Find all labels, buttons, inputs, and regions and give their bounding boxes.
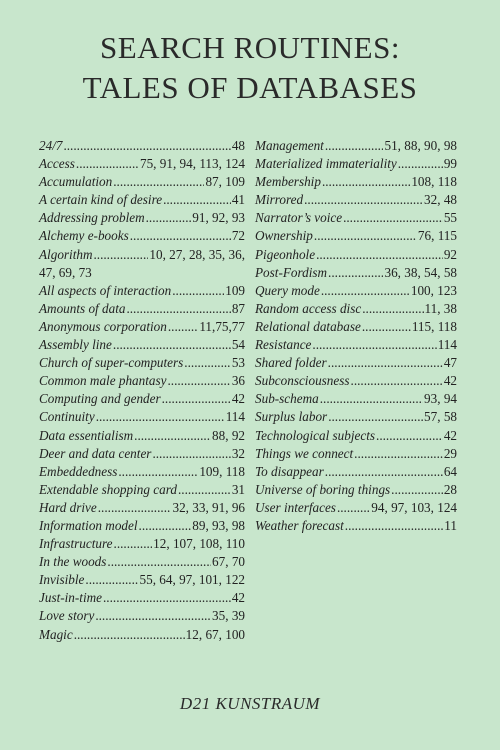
index-entry	[39, 246, 245, 282]
index-entry	[255, 463, 457, 481]
index-pages: 57, 58	[424, 409, 457, 425]
leader-dots	[95, 607, 211, 625]
index-term: Embeddedness	[39, 463, 118, 479]
index-entry	[39, 481, 245, 499]
index-entry	[255, 427, 457, 445]
index-entry	[39, 589, 245, 607]
index-pages: 109, 118	[199, 463, 245, 479]
index-term: Technological subjects	[255, 427, 376, 443]
index-term: Shared folder	[255, 355, 327, 371]
index-pages: 10, 27, 28, 35, 36,	[149, 246, 245, 262]
index-entry	[255, 155, 457, 173]
index-entry	[255, 481, 457, 499]
index-pages: 114	[437, 337, 457, 353]
leader-dots	[328, 408, 423, 426]
index-entry	[39, 282, 245, 300]
index-entry	[39, 390, 245, 408]
index-entry	[39, 535, 245, 553]
index-term: Infrastructure	[39, 536, 113, 552]
index-term: Universe of boring things	[255, 481, 391, 497]
leader-dots	[343, 209, 443, 227]
index-pages: 94, 97, 103, 124	[371, 499, 457, 515]
index-term: Extendable shopping card	[39, 481, 177, 497]
index-term: Magic	[39, 626, 73, 642]
leader-dots	[130, 227, 231, 245]
leader-dots	[314, 227, 417, 245]
index-pages: 89, 93, 98	[192, 517, 245, 533]
index-entry	[39, 318, 245, 336]
index-entry	[39, 191, 245, 209]
index-entry	[255, 264, 457, 282]
leader-dots	[320, 390, 423, 408]
index-term: Mirrored	[255, 192, 304, 208]
leader-dots	[321, 282, 410, 300]
index-entry	[39, 300, 245, 318]
index-pages: 11, 38	[424, 300, 457, 316]
index-term: Assembly line	[39, 337, 112, 353]
leader-dots	[76, 155, 139, 173]
index-pages: 64	[443, 463, 457, 479]
index-pages: 47	[443, 355, 457, 371]
index-term: Weather forecast	[255, 517, 344, 533]
index-entry	[39, 445, 245, 463]
leader-dots	[328, 354, 443, 372]
index-term: Resistance	[255, 337, 312, 353]
index-pages: 53	[231, 355, 245, 371]
index-pages: 42	[231, 391, 245, 407]
index-pages: 11,75,77	[199, 318, 245, 334]
leader-dots	[146, 209, 192, 227]
index-pages: 87	[231, 300, 245, 316]
index-term: Deer and data center	[39, 445, 152, 461]
index-pages: 109	[225, 282, 245, 298]
leader-dots	[152, 445, 230, 463]
index-pages: 28	[443, 481, 457, 497]
index-entry	[255, 137, 457, 155]
index-pages: 54	[231, 337, 245, 353]
leader-dots	[304, 191, 423, 209]
index-term: Just-in-time	[39, 590, 102, 606]
index-entry	[39, 463, 245, 481]
index-pages: 88, 92	[212, 427, 245, 443]
leader-dots	[139, 517, 192, 535]
leader-dots	[328, 264, 383, 282]
index-pages: 41	[231, 192, 245, 208]
index-term: Materialized immateriality	[255, 156, 397, 172]
leader-dots	[126, 300, 230, 318]
index-term: Addressing problem	[39, 210, 145, 226]
index-term: Common male phantasy	[39, 373, 167, 389]
index-entry	[39, 499, 245, 517]
index-pages-continued: 47, 69, 73	[39, 264, 92, 280]
leader-dots	[172, 282, 224, 300]
leader-dots	[337, 499, 370, 517]
index-term: Membership	[255, 174, 321, 190]
index-term: Subconsciousness	[255, 373, 350, 389]
index-term: User interfaces	[255, 499, 336, 515]
leader-dots	[354, 445, 443, 463]
index-pages: 55	[443, 210, 457, 226]
index-entry	[255, 517, 457, 535]
index-entry	[39, 607, 245, 625]
index-entry	[39, 553, 245, 571]
index-pages: 48	[231, 138, 245, 153]
index-term: Continuity	[39, 409, 95, 425]
leader-dots	[134, 427, 211, 445]
index-pages: 32, 33, 91, 96	[172, 499, 245, 515]
index-term: Things we connect	[255, 445, 354, 461]
index-term: Anonymous corporation	[39, 318, 167, 334]
index-pages: 99	[443, 156, 457, 172]
leader-dots	[85, 571, 138, 589]
index-pages: 108, 118	[411, 174, 457, 190]
index-pages: 100, 123	[410, 282, 457, 298]
index-term: Invisible	[39, 572, 85, 588]
index-term: Narrator’s voice	[255, 210, 343, 226]
index-pages: 11	[444, 517, 457, 533]
index-pages: 31	[231, 481, 245, 497]
index-entry	[39, 571, 245, 589]
title-line-1: SEARCH ROUTINES:	[100, 30, 400, 65]
index-term: Random access disc	[255, 300, 362, 316]
leader-dots	[168, 318, 198, 336]
title-line-2: TALES OF DATABASES	[82, 70, 418, 105]
leader-dots	[322, 173, 410, 191]
index-pages: 67, 70	[212, 554, 245, 570]
index-pages: 87, 109	[205, 174, 245, 190]
index-term: Surplus labor	[255, 409, 328, 425]
index-pages: 72	[231, 228, 245, 244]
index-entry	[39, 372, 245, 390]
index-entry	[255, 300, 457, 318]
index-entry	[255, 227, 457, 245]
leader-dots	[96, 408, 225, 426]
index-entry	[255, 390, 457, 408]
index-entry	[39, 427, 245, 445]
index-pages: 92	[443, 246, 457, 262]
index-entry	[39, 354, 245, 372]
leader-dots	[312, 336, 436, 354]
index-term: Hard drive	[39, 499, 97, 515]
index-pages: 29	[443, 445, 457, 461]
index-entry	[39, 173, 245, 191]
leader-dots	[362, 318, 411, 336]
index-entry	[255, 318, 457, 336]
index-pages: 32	[231, 445, 245, 461]
index-term: Love story	[39, 608, 95, 624]
leader-dots	[362, 300, 423, 318]
index-pages: 55, 64, 97, 101, 122	[139, 572, 245, 588]
index-entry	[39, 155, 245, 173]
book-title	[0, 28, 500, 108]
index-entry	[39, 336, 245, 354]
index-term: Management	[255, 138, 324, 153]
index-entry	[255, 336, 457, 354]
index-term: Church of super-computers	[39, 355, 184, 371]
index-column-left	[39, 137, 245, 644]
index-entry	[39, 209, 245, 227]
leader-dots	[167, 372, 230, 390]
leader-dots	[376, 427, 443, 445]
index-pages: 93, 94	[424, 391, 457, 407]
leader-dots	[178, 481, 231, 499]
leader-dots	[325, 463, 443, 481]
index-term: Relational database	[255, 318, 361, 334]
index-term: All aspects of interaction	[39, 282, 172, 298]
leader-dots	[98, 499, 172, 517]
index-term: Alchemy e-books	[39, 228, 129, 244]
index-entry	[39, 517, 245, 535]
index-pages: 36, 38, 54, 58	[384, 264, 457, 280]
index-term: Ownership	[255, 228, 313, 244]
index-term: Information model	[39, 517, 138, 533]
index-column-right	[255, 137, 457, 535]
index-entry	[255, 372, 457, 390]
leader-dots	[351, 372, 443, 390]
index-entry	[255, 282, 457, 300]
index-pages: 76, 115	[417, 228, 457, 244]
leader-dots	[74, 626, 185, 644]
leader-dots	[113, 173, 204, 191]
leader-dots	[107, 553, 211, 571]
index-entry	[255, 191, 457, 209]
index-term: In the woods	[39, 554, 107, 570]
index-entry	[255, 246, 457, 264]
leader-dots	[316, 246, 443, 264]
index-pages: 114	[225, 409, 245, 425]
index-term: Pigeonhole	[255, 246, 316, 262]
leader-dots	[345, 517, 444, 535]
leader-dots	[63, 137, 230, 155]
index-pages: 42	[443, 427, 457, 443]
leader-dots	[325, 137, 384, 155]
leader-dots	[114, 535, 153, 553]
index-term: Computing and gender	[39, 391, 161, 407]
index-pages: 42	[443, 373, 457, 389]
index-term: Post-Fordism	[255, 264, 328, 280]
index-term: Amounts of data	[39, 300, 126, 316]
index-pages: 51, 88, 90, 98	[384, 138, 457, 153]
leader-dots	[391, 481, 443, 499]
index-term: Accumulation	[39, 174, 113, 190]
leader-dots	[184, 354, 231, 372]
index-term: Query mode	[255, 282, 320, 298]
index-term: Sub-schema	[255, 391, 319, 407]
index-term: Algorithm	[39, 246, 93, 262]
index-term: Data essentialism	[39, 427, 134, 443]
index-pages: 35, 39	[212, 608, 245, 624]
index-term: 24/7	[39, 138, 63, 153]
leader-dots	[93, 246, 148, 264]
leader-dots	[398, 155, 443, 173]
index-term: Access	[39, 156, 75, 172]
index-pages: 32, 48	[424, 192, 457, 208]
index-entry	[39, 227, 245, 245]
index-entry	[255, 209, 457, 227]
index-term: To disappear	[255, 463, 324, 479]
index-pages: 36	[231, 373, 245, 389]
index-entry	[39, 626, 245, 644]
index-entry	[255, 445, 457, 463]
leader-dots	[118, 463, 198, 481]
index-entry	[255, 499, 457, 517]
leader-dots	[103, 589, 231, 607]
index-pages: 12, 107, 108, 110	[153, 536, 245, 552]
index-entry	[255, 408, 457, 426]
index-pages: 75, 91, 94, 113, 124	[139, 156, 245, 172]
index-entry	[255, 354, 457, 372]
index-entry	[39, 137, 245, 155]
index-pages: 42	[231, 590, 245, 606]
index-entry	[39, 408, 245, 426]
leader-dots	[163, 191, 231, 209]
index-term: A certain kind of desire	[39, 192, 163, 208]
leader-dots	[162, 390, 231, 408]
publisher-name: D21 KUNSTRAUM	[179, 694, 321, 713]
index-entry	[255, 173, 457, 191]
leader-dots	[113, 336, 231, 354]
index-pages: 115, 118	[411, 318, 457, 334]
index-pages: 12, 67, 100	[185, 626, 245, 642]
index-pages: 91, 92, 93	[192, 210, 245, 226]
